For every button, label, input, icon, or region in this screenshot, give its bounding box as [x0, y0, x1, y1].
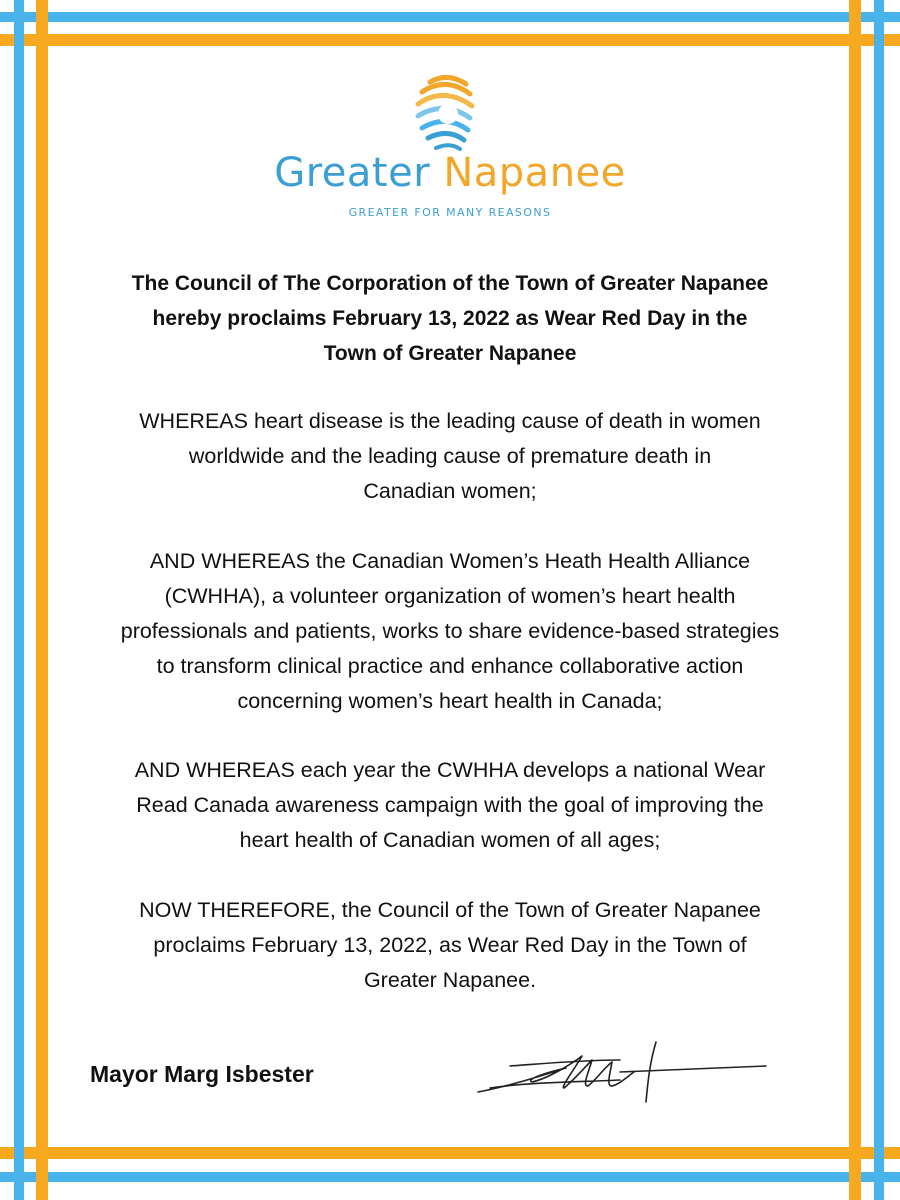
logo-word-greater: Greater	[274, 150, 431, 196]
proclamation-title	[60, 266, 840, 371]
paragraph-line: to transform clinical practice and enhance collaborative action	[156, 654, 744, 678]
whereas-paragraph-3	[55, 753, 845, 858]
greater-napanee-logo-icon	[408, 72, 480, 154]
mayor-name: Mayor Marg Isbester	[90, 1061, 314, 1087]
paragraph-line: worldwide and the leading cause of premature death in	[188, 444, 712, 468]
paragraph-line: Canadian women;	[363, 479, 537, 503]
border-top-orange	[0, 34, 900, 46]
logo-word-napanee: Napanee	[443, 150, 626, 196]
paragraph-line: AND WHEREAS the Canadian Women’s Heath Health Alliance	[149, 549, 751, 573]
border-bottom-outer-blue	[0, 1172, 900, 1182]
paragraph-line: (CWHHA), a volunteer organization of women’s heart health	[164, 584, 736, 608]
whereas-paragraph-2	[55, 544, 845, 719]
paragraph-line: Greater Napanee.	[363, 968, 537, 992]
paragraph-line: WHEREAS heart disease is the leading cause of death in women	[139, 409, 761, 433]
signature-icon	[470, 1030, 770, 1110]
paragraph-line: concerning women’s heart health in Canada;	[237, 689, 663, 713]
paragraph-line: AND WHEREAS each year the CWHHA develops a national Wear	[134, 758, 766, 782]
logo-tagline: GREATER FOR MANY REASONS	[348, 206, 552, 219]
paragraph-line: Read Canada awareness campaign with the goal of improving the	[136, 793, 764, 817]
therefore-paragraph	[55, 893, 845, 998]
border-bottom-orange	[0, 1147, 900, 1159]
title-line: Town of Greater Napanee	[323, 342, 577, 365]
paragraph-line: NOW THEREFORE, the Council of the Town of Greater Napanee	[139, 898, 761, 922]
title-line: hereby proclaims February 13, 2022 as Wear Red Day in the	[152, 307, 748, 330]
border-top-outer-blue	[0, 12, 900, 22]
title-line: The Council of The Corporation of the Town of Greater Napanee	[131, 272, 769, 295]
paragraph-line: proclaims February 13, 2022, as Wear Red Day in the Town of	[153, 933, 747, 957]
logo-wordmark	[0, 150, 900, 196]
paragraph-line: professionals and patients, works to share evidence-based strategies	[120, 619, 780, 643]
paragraph-line: heart health of Canadian women of all ages;	[239, 828, 661, 852]
whereas-paragraph-1	[55, 404, 845, 509]
